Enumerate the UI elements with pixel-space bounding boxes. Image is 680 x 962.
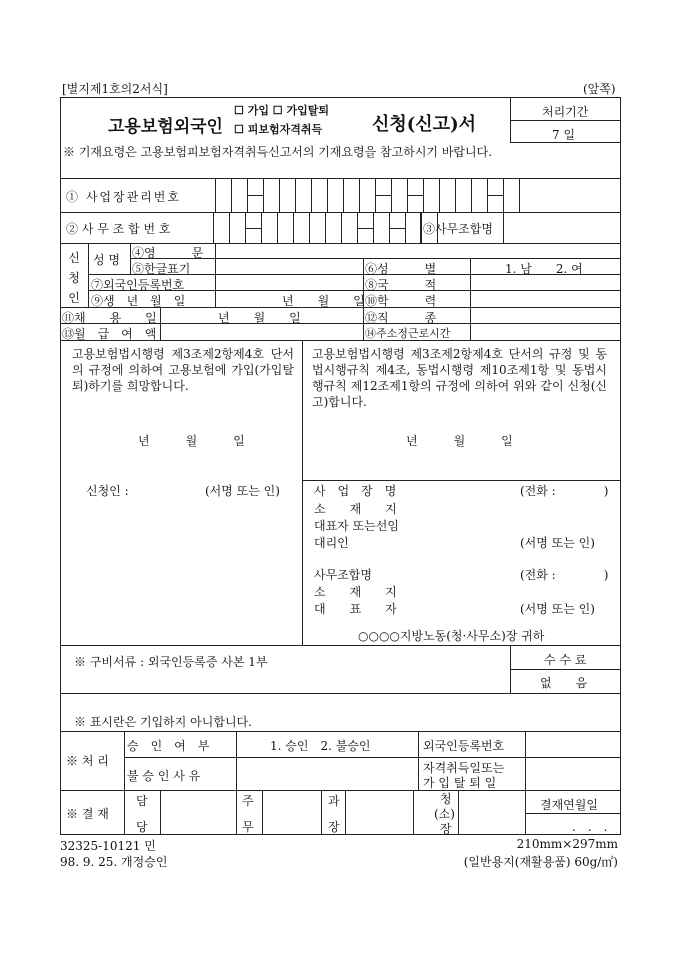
approve-staff-1: 담 — [136, 794, 148, 808]
eng-name-label: ④영 문 — [132, 246, 204, 260]
office-rep-sign[interactable]: (서명 또는 인) — [520, 602, 595, 616]
right-date[interactable]: 년 월 일 — [406, 434, 513, 448]
digit-cell[interactable] — [263, 178, 279, 212]
rep-sign[interactable]: (서명 또는 인) — [520, 536, 595, 550]
left-declaration: 고용보험법시행령 제3조제2항제4호 단서의 규정에 의하여 고용보험에 가입(가입탈퇴)하기를 희망합니다. — [72, 347, 294, 393]
digit-cell[interactable] — [327, 178, 343, 212]
digit-cell[interactable] — [261, 212, 277, 243]
paper-size: 210mm×297mm — [516, 837, 618, 851]
digit-cell[interactable] — [325, 212, 341, 243]
period-value: 7 일 — [552, 128, 576, 142]
fee-value: 없 음 — [540, 676, 588, 690]
applicant-sign-label: 신청인 : — [86, 484, 129, 498]
form-id: [별지제1호의2서식] — [62, 82, 168, 96]
digit-cell[interactable] — [407, 178, 423, 212]
gender-label: ⑥성 별 — [365, 262, 437, 276]
digit-cell[interactable] — [293, 212, 309, 243]
approve-head-1: 과 — [328, 794, 340, 808]
date-label-1: 자격취득일또는 — [423, 761, 505, 775]
digit-cell[interactable] — [439, 178, 455, 212]
name-label: 성 명 — [93, 253, 120, 267]
office-rep-label: 대 표 자 — [314, 602, 397, 616]
addressee: ○○○○지방노동(청·사무소)장 귀하 — [358, 629, 545, 643]
digit-cell[interactable] — [471, 178, 487, 212]
digit-cell[interactable] — [375, 178, 391, 212]
digit-cell[interactable] — [455, 178, 471, 212]
paper-type: (일반용지(재활용품) 60g/㎡) — [463, 855, 618, 869]
approve-head-2: 장 — [328, 820, 340, 834]
digit-cell[interactable] — [503, 178, 519, 212]
approval-date: 98. 9. 25. 개정승인 — [60, 855, 168, 869]
approve-director-2: (소) — [434, 807, 455, 821]
digit-cell[interactable] — [423, 178, 439, 212]
gender-options[interactable]: 1. 남 2. 여 — [505, 262, 583, 276]
process-alien-no-label: 외국인등록번호 — [423, 739, 505, 753]
title-options-2[interactable]: ☐ 피보험자격취득 — [234, 123, 323, 136]
digit-cell[interactable] — [343, 178, 359, 212]
digit-cell[interactable] — [229, 212, 245, 243]
title-right: 신청(신고)서 — [372, 114, 476, 135]
digit-cell[interactable] — [279, 178, 295, 212]
front-side-label: (앞쪽) — [583, 82, 616, 96]
digit-cell[interactable] — [309, 212, 325, 243]
title-left: 고용보험외국인 — [108, 117, 223, 137]
nationality-label: ⑧국 적 — [365, 278, 437, 292]
hire-date-value[interactable]: 년 월 일 — [218, 311, 301, 325]
date-label-2: 가 입 탈 퇴 일 — [423, 776, 497, 790]
rep-label: 대표자 또는선임 — [314, 519, 399, 533]
digit-cell[interactable] — [311, 178, 327, 212]
approve-date-value[interactable]: . . . — [572, 820, 608, 834]
process-label: ※ 처 리 — [66, 754, 109, 768]
biz-name-label: 사 업 장 명 — [314, 484, 397, 498]
hours-label: ⑭주소정근로시간 — [365, 327, 451, 340]
approval-options[interactable]: 1. 승인 2. 불승인 — [270, 739, 371, 753]
digit-cell[interactable] — [277, 212, 293, 243]
digit-cell[interactable] — [357, 212, 373, 243]
digit-cell[interactable] — [213, 212, 229, 243]
period-label: 처리기간 — [542, 105, 589, 119]
approval-label: 승 인 여 부 — [127, 739, 210, 753]
note: ※ 기재요령은 고용보험피보험자격취득신고서의 기재요령을 참고하시기 바랍니다. — [63, 145, 493, 159]
wage-label: ⑬월 급 여 액 — [62, 327, 157, 341]
mark-note: ※ 표시란은 기입하지 아니합니다. — [74, 715, 252, 729]
approve-director-3: 장 — [440, 822, 452, 836]
office-location-label: 소 재 지 — [314, 585, 397, 599]
alien-no-label: ⑦외국인등록번호 — [91, 278, 185, 292]
approve-director-1: 청 — [440, 792, 452, 806]
agent-label: 대리인 — [314, 536, 349, 550]
kor-name-label: ⑤한글표기 — [132, 262, 191, 276]
digit-cell[interactable] — [247, 178, 263, 212]
approve-date-label: 결재연월일 — [540, 798, 598, 812]
digit-cell[interactable] — [245, 212, 261, 243]
office-no-label: ② 사 무 조 합 번 호 — [66, 222, 171, 236]
approve-chief-1: 주 — [242, 794, 254, 808]
education-label: ⑩학 력 — [365, 294, 437, 308]
applicant-label: 신 청 인 — [68, 251, 80, 305]
biz-location-label: 소 재 지 — [314, 502, 397, 516]
birth-date-value[interactable]: 년 월 일 — [282, 294, 365, 308]
digit-cell[interactable] — [487, 178, 503, 212]
title-options-1[interactable]: ☐ 가입 ☐ 가입탈퇴 — [234, 104, 329, 117]
digit-cell[interactable] — [215, 178, 231, 212]
approve-staff-2: 당 — [136, 820, 148, 834]
digit-cell[interactable] — [359, 178, 375, 212]
digit-cell[interactable] — [389, 212, 405, 243]
applicant-sign[interactable]: (서명 또는 인) — [205, 484, 280, 498]
digit-cell[interactable] — [391, 178, 407, 212]
hire-date-label: ⑪채 용 일 — [62, 311, 157, 325]
reject-reason-label: 불 승 인 사 유 — [127, 769, 201, 783]
biz-phone[interactable]: (전화 : ) — [520, 484, 609, 498]
left-date[interactable]: 년 월 일 — [138, 434, 245, 448]
office-name-sign-label: 사무조합명 — [314, 568, 372, 582]
fee-label: 수 수 료 — [544, 653, 587, 667]
digit-cell[interactable] — [405, 212, 421, 243]
digit-cell[interactable] — [341, 212, 357, 243]
digit-cell[interactable] — [373, 212, 389, 243]
biz-no-label: ① 사업장관리번호 — [66, 190, 181, 204]
office-phone[interactable]: (전화 : ) — [520, 568, 609, 582]
right-declaration: 고용보험법시행령 제3조제2항제4호 단서의 규정 및 동법시행규칙 제4조, 동법시행령 제10조제1항 및 동법시행규칙 제12조제1항의 규정에 의하여 위와 같이 신청(신고)합니다. — [312, 347, 607, 409]
form-code: 32325-10121 민 — [60, 839, 156, 853]
approve-chief-2: 무 — [242, 820, 254, 834]
birth-label: ⑨생 년 월 일 — [91, 294, 186, 308]
digit-cell[interactable] — [295, 178, 311, 212]
office-name-label: ③사무조합명 — [423, 222, 493, 236]
approve-label: ※ 결 재 — [66, 807, 109, 821]
digit-cell[interactable] — [231, 178, 247, 212]
required-docs: ※ 구비서류 : 외국인등록증 사본 1부 — [74, 655, 268, 669]
job-label: ⑫직 종 — [365, 311, 437, 325]
